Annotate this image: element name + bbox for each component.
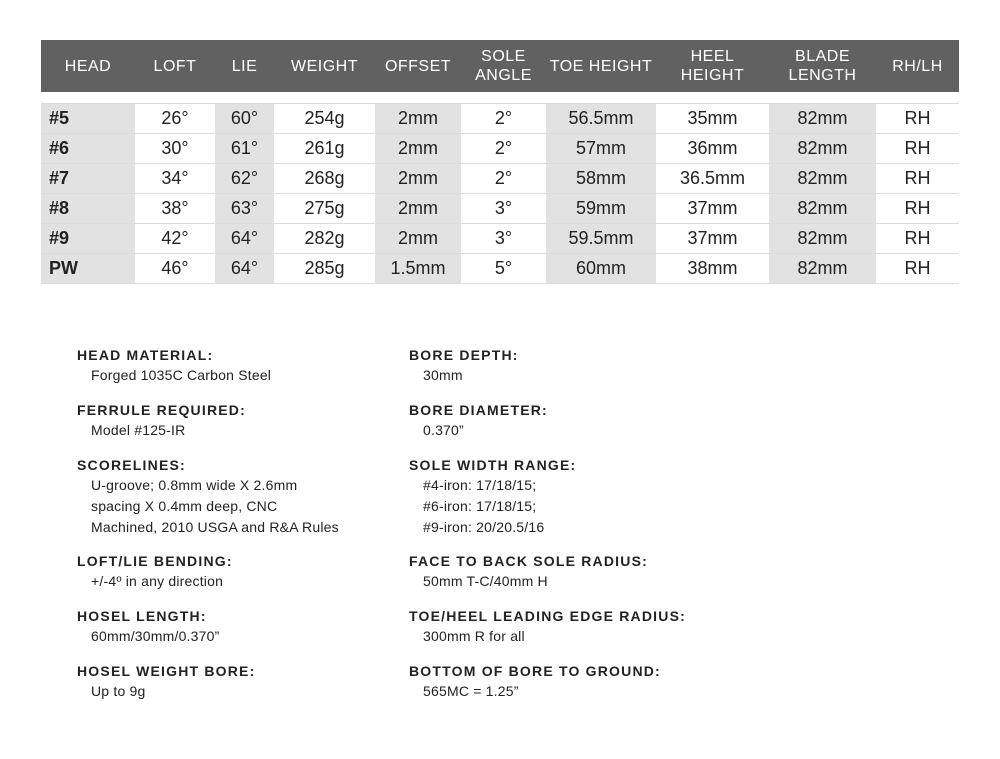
- spec-block: [409, 455, 829, 538]
- table-cell: 30°: [135, 134, 215, 164]
- spec-value: Up to 9g: [91, 683, 146, 699]
- table-cell: 63°: [215, 194, 274, 224]
- table-body: [41, 92, 959, 284]
- spec-value: 565MC = 1.25”: [423, 683, 519, 699]
- table-cell: 36.5mm: [656, 164, 769, 194]
- spec-value: 300mm R for all: [423, 628, 525, 644]
- table-cell: 64°: [215, 224, 274, 254]
- table-cell: 82mm: [769, 224, 876, 254]
- spec-label: SCORELINES:: [77, 457, 186, 473]
- head-cell: #7: [41, 164, 135, 194]
- spec-label: TOE/HEEL LEADING EDGE RADIUS:: [409, 608, 686, 624]
- table-cell: 268g: [274, 164, 375, 194]
- table-cell: 34°: [135, 164, 215, 194]
- table-cell: 35mm: [656, 104, 769, 134]
- spec-block: [409, 551, 829, 592]
- spacer-cell: [215, 92, 274, 104]
- spec-value: #9-iron: 20/20.5/16: [423, 519, 545, 535]
- table-row: [41, 224, 959, 254]
- spec-value: #4-iron: 17/18/15;: [423, 477, 537, 493]
- spec-table: [41, 40, 959, 284]
- table-cell: 82mm: [769, 134, 876, 164]
- table-cell: 59mm: [546, 194, 656, 224]
- column-header: HEAD: [41, 40, 135, 92]
- table-cell: RH: [876, 224, 959, 254]
- spec-value: 30mm: [423, 367, 463, 383]
- head-cell: #6: [41, 134, 135, 164]
- table-cell: RH: [876, 134, 959, 164]
- column-header: SOLE ANGLE: [461, 40, 546, 92]
- spec-label: FERRULE REQUIRED:: [77, 402, 246, 418]
- table-cell: 282g: [274, 224, 375, 254]
- table-cell: 3°: [461, 194, 546, 224]
- table-cell: RH: [876, 254, 959, 284]
- table-cell: 26°: [135, 104, 215, 134]
- spec-label: LOFT/LIE BENDING:: [77, 553, 233, 569]
- table-cell: 1.5mm: [375, 254, 461, 284]
- table-cell: 2°: [461, 164, 546, 194]
- spec-label: BORE DEPTH:: [409, 347, 519, 363]
- spec-label: HOSEL LENGTH:: [77, 608, 207, 624]
- spec-label: BORE DIAMETER:: [409, 402, 548, 418]
- column-header: WEIGHT: [274, 40, 375, 92]
- table-cell: 5°: [461, 254, 546, 284]
- table-cell: 46°: [135, 254, 215, 284]
- table-row: [41, 254, 959, 284]
- spec-value: Machined, 2010 USGA and R&A Rules: [91, 519, 339, 535]
- table-cell: 254g: [274, 104, 375, 134]
- spacer-cell: [546, 92, 656, 104]
- head-cell: #8: [41, 194, 135, 224]
- table-cell: 37mm: [656, 194, 769, 224]
- spec-label: BOTTOM OF BORE TO GROUND:: [409, 663, 661, 679]
- table-cell: 61°: [215, 134, 274, 164]
- table-cell: 82mm: [769, 104, 876, 134]
- spacer-cell: [274, 92, 375, 104]
- table-cell: 2mm: [375, 104, 461, 134]
- column-header: RH/LH: [876, 40, 959, 92]
- spacer-cell: [135, 92, 215, 104]
- table-cell: 82mm: [769, 254, 876, 284]
- table-row: [41, 194, 959, 224]
- spec-value: 0.370”: [423, 422, 464, 438]
- table-cell: 38°: [135, 194, 215, 224]
- spec-label: SOLE WIDTH RANGE:: [409, 457, 577, 473]
- spec-block: [409, 400, 829, 441]
- table-cell: 64°: [215, 254, 274, 284]
- table-cell: 2°: [461, 104, 546, 134]
- head-cell: #5: [41, 104, 135, 134]
- table-cell: 285g: [274, 254, 375, 284]
- column-header: LOFT: [135, 40, 215, 92]
- table-cell: 60°: [215, 104, 274, 134]
- table-cell: 56.5mm: [546, 104, 656, 134]
- head-cell: PW: [41, 254, 135, 284]
- column-header: BLADE LENGTH: [769, 40, 876, 92]
- table-cell: 36mm: [656, 134, 769, 164]
- table-cell: 2mm: [375, 164, 461, 194]
- table-cell: 82mm: [769, 164, 876, 194]
- column-header: HEEL HEIGHT: [656, 40, 769, 92]
- table-cell: RH: [876, 164, 959, 194]
- spec-value: Forged 1035C Carbon Steel: [91, 367, 272, 383]
- spec-block: [409, 661, 829, 702]
- table-row: [41, 104, 959, 134]
- table-spacer-row: [41, 92, 959, 104]
- table-cell: 59.5mm: [546, 224, 656, 254]
- spec-block: [409, 606, 829, 647]
- table-cell: 2mm: [375, 134, 461, 164]
- spec-label: HOSEL WEIGHT BORE:: [77, 663, 256, 679]
- table-cell: 42°: [135, 224, 215, 254]
- table-cell: 62°: [215, 164, 274, 194]
- table-cell: 38mm: [656, 254, 769, 284]
- table-cell: 3°: [461, 224, 546, 254]
- spec-value: 60mm/30mm/0.370”: [91, 628, 220, 644]
- table-row: [41, 164, 959, 194]
- table-cell: 57mm: [546, 134, 656, 164]
- table-cell: 60mm: [546, 254, 656, 284]
- spec-block: [409, 345, 829, 386]
- head-cell: #9: [41, 224, 135, 254]
- table-cell: 261g: [274, 134, 375, 164]
- table-cell: 58mm: [546, 164, 656, 194]
- table-cell: 2mm: [375, 194, 461, 224]
- table-cell: 82mm: [769, 194, 876, 224]
- spec-value: +/-4º in any direction: [91, 573, 224, 589]
- spec-value: spacing X 0.4mm deep, CNC: [91, 498, 278, 514]
- spec-label: HEAD MATERIAL:: [77, 347, 214, 363]
- table-header-row: [41, 40, 959, 92]
- spacer-cell: [375, 92, 461, 104]
- table-cell: 37mm: [656, 224, 769, 254]
- column-header: OFFSET: [375, 40, 461, 92]
- spec-value: #6-iron: 17/18/15;: [423, 498, 537, 514]
- table-cell: RH: [876, 194, 959, 224]
- column-header: LIE: [215, 40, 274, 92]
- spec-value: Model #125-IR: [91, 422, 186, 438]
- spec-value: U-groove; 0.8mm wide X 2.6mm: [91, 477, 298, 493]
- spacer-cell: [769, 92, 876, 104]
- spacer-cell: [461, 92, 546, 104]
- spec-value: 50mm T-C/40mm H: [423, 573, 548, 589]
- table-cell: 275g: [274, 194, 375, 224]
- spec-label: FACE TO BACK SOLE RADIUS:: [409, 553, 648, 569]
- spacer-cell: [876, 92, 959, 104]
- spacer-cell: [656, 92, 769, 104]
- table-row: [41, 134, 959, 164]
- table-cell: 2°: [461, 134, 546, 164]
- spacer-cell: [41, 92, 135, 104]
- table-cell: 2mm: [375, 224, 461, 254]
- column-header: TOE HEIGHT: [546, 40, 656, 92]
- table-cell: RH: [876, 104, 959, 134]
